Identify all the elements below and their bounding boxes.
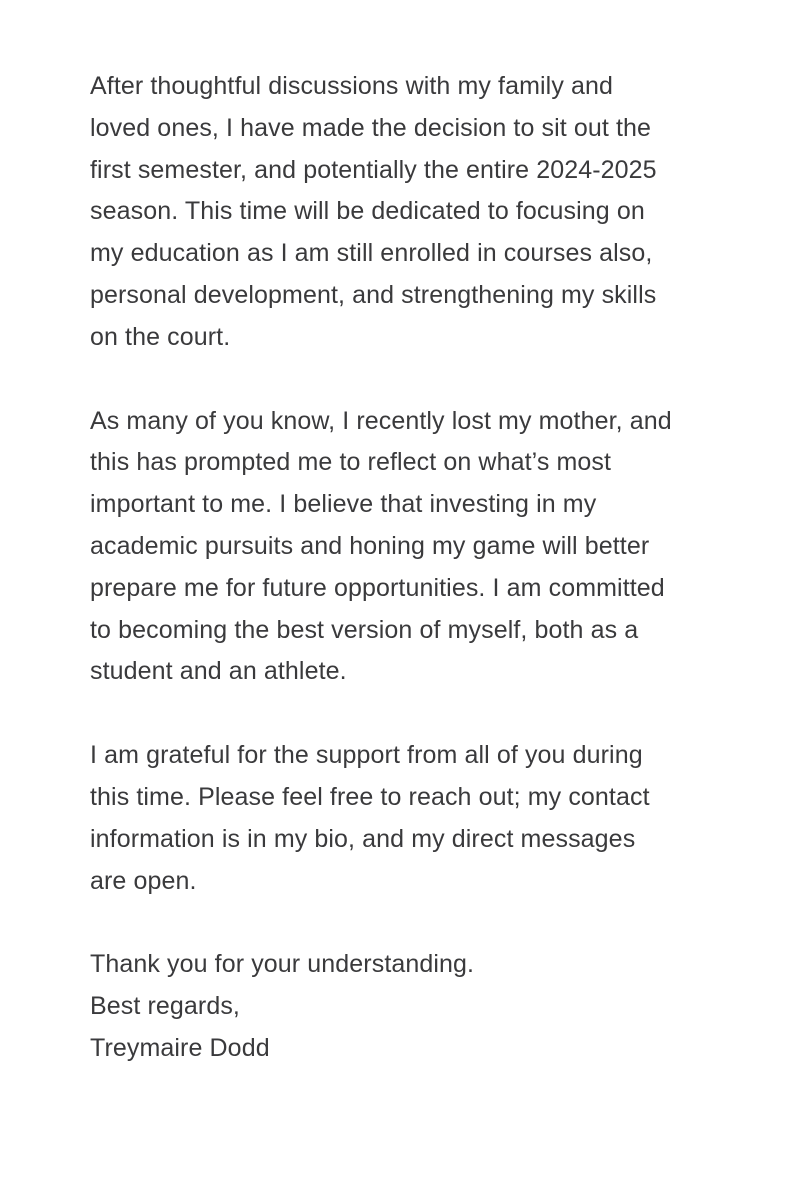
closing-thanks: Thank you for your understanding.	[90, 950, 475, 979]
paragraph-decision: After thoughtful discussions with my family and loved ones, I have made the decision to sit out the first semester, and potentially the entire 2024-2025 season. This time will be dedicated to focusing on my education as I am still enrolled in courses also, personal development, and strengthening my skills on the court.	[90, 72, 657, 351]
closing-block	[90, 944, 750, 1069]
paragraph-reflection: As many of you know, I recently lost my mother, and this has prompted me to reflect on what’s most important to me. I believe that investing in my academic pursuits and honing my game will better prepare me for future opportunities. I am committed to becoming the best version of myself, both as a student and an athlete.	[90, 406, 672, 686]
closing-regards: Best regards,	[90, 992, 240, 1021]
signature: Treymaire Dodd	[90, 1033, 270, 1062]
paragraph-gratitude: I am grateful for the support from all of you during this time. Please feel free to reach out; my contact information is in my bio, and my direct messages are open.	[90, 741, 650, 895]
